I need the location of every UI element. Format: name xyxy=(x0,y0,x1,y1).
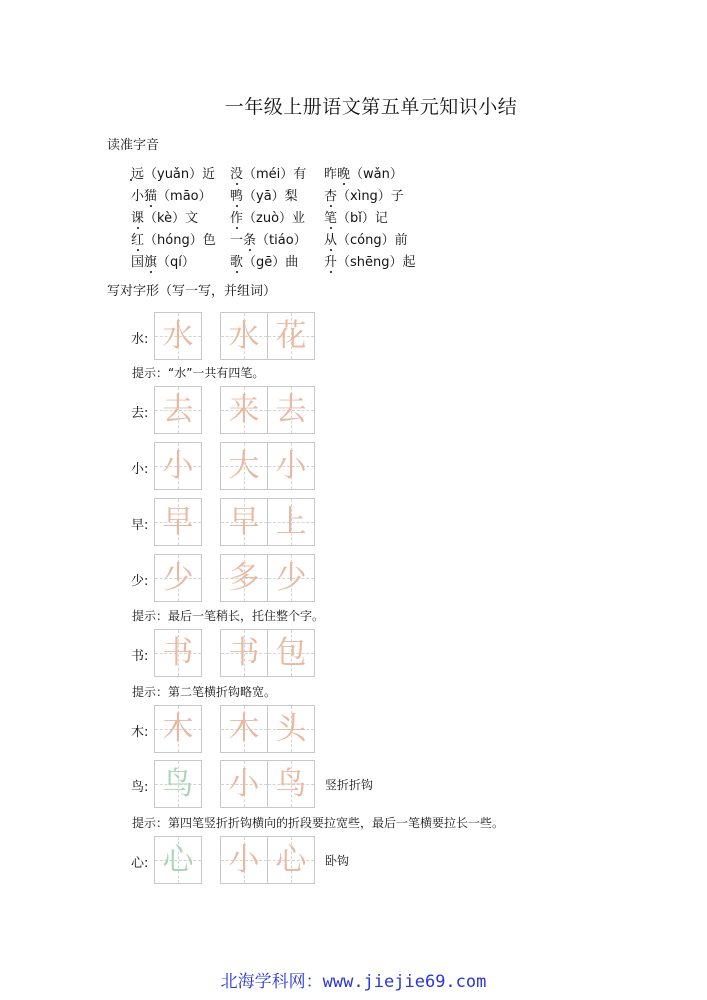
char-label: 木: xyxy=(131,725,149,740)
char-label: 心: xyxy=(131,856,149,871)
stroke-note: 卧钩 xyxy=(325,854,350,868)
writing-grid-box xyxy=(154,629,202,677)
word-glyph: 水 xyxy=(228,318,260,354)
tip-text: 提示：第四笔竖折折钩横向的折段要拉宽些，最后一笔横要拉长一些。 xyxy=(132,816,505,830)
word-glyph: 小 xyxy=(275,448,307,484)
trace-glyph: 早 xyxy=(162,504,194,540)
pinyin-item: 作（zuò）业 xyxy=(230,207,305,226)
trace-glyph: 去 xyxy=(162,392,194,428)
word-glyph: 鸟 xyxy=(275,766,307,802)
tip-text: 提示：第二笔横折钩略宽。 xyxy=(132,685,277,699)
pinyin-item: 歌（gē）曲 xyxy=(230,251,298,270)
pinyin-item: 杏（xìng）子 xyxy=(324,185,404,204)
trace-glyph: 书 xyxy=(162,635,194,671)
pinyin-item: 一条（tiáo） xyxy=(230,229,307,248)
writing-grid-box xyxy=(267,498,315,546)
char-label: 书: xyxy=(131,649,149,664)
word-glyph: 头 xyxy=(275,711,307,747)
word-glyph: 包 xyxy=(275,635,307,671)
trace-glyph: 木 xyxy=(162,711,194,747)
char-label: 早: xyxy=(131,518,149,533)
word-glyph: 心 xyxy=(275,842,307,878)
word-glyph: 来 xyxy=(228,392,260,428)
writing-grid-box xyxy=(154,705,202,753)
pinyin-item: 没（méi）有 xyxy=(230,163,306,182)
pinyin-item: 升（shēng）起 xyxy=(324,251,416,270)
pinyin-item: 昨晚（wǎn） xyxy=(324,163,403,182)
word-glyph: 上 xyxy=(275,504,307,540)
pinyin-item: 笔（bǐ）记 xyxy=(324,207,388,226)
char-label: 水: xyxy=(131,332,149,347)
writing-grid-box xyxy=(267,836,315,884)
pinyin-item: 红（hóng）色 xyxy=(131,229,216,248)
pinyin-item: 远（yuǎn）近 xyxy=(131,167,216,182)
trace-glyph: 少 xyxy=(162,560,194,596)
stroke-note: 竖折折钩 xyxy=(325,778,374,792)
trace-glyph: 心 xyxy=(162,842,194,878)
writing-grid-box xyxy=(154,442,202,490)
section-heading-pinyin: 读准字音 xyxy=(107,138,160,153)
writing-grid-box xyxy=(220,705,268,753)
trace-glyph: 小 xyxy=(162,448,194,484)
word-glyph: 花 xyxy=(275,318,307,354)
word-glyph: 去 xyxy=(275,392,307,428)
pinyin-item: 国旗（qí） xyxy=(131,251,195,270)
writing-grid-box xyxy=(267,312,315,360)
writing-grid-box xyxy=(154,312,202,360)
writing-grid-box xyxy=(154,554,202,602)
pinyin-item: 小猫（māo） xyxy=(131,185,212,204)
word-glyph: 早 xyxy=(228,504,260,540)
writing-grid-box xyxy=(154,760,202,808)
writing-grid-box xyxy=(220,442,268,490)
trace-glyph: 水 xyxy=(162,318,194,354)
writing-grid-box xyxy=(154,386,202,434)
writing-grid-box xyxy=(220,836,268,884)
writing-grid-box xyxy=(267,760,315,808)
writing-grid-box xyxy=(220,629,268,677)
writing-grid-box xyxy=(220,386,268,434)
word-glyph: 木 xyxy=(228,711,260,747)
word-glyph: 多 xyxy=(228,560,260,596)
writing-grid-box xyxy=(267,705,315,753)
char-label: 少: xyxy=(131,574,149,589)
word-glyph: 小 xyxy=(228,842,260,878)
char-label: 去: xyxy=(131,406,149,421)
word-glyph: 大 xyxy=(228,448,260,484)
writing-grid-box xyxy=(154,498,202,546)
pinyin-item: 从（cóng）前 xyxy=(324,229,408,248)
writing-grid-box xyxy=(220,498,268,546)
section-heading-writing: 写对字形（写一写，并组词） xyxy=(107,284,277,299)
writing-grid-box xyxy=(220,312,268,360)
tip-text: 提示：最后一笔稍长，托住整个字。 xyxy=(132,609,325,623)
char-label: 小: xyxy=(131,462,149,477)
tip-text: 提示：“水”一共有四笔。 xyxy=(132,366,265,380)
trace-glyph: 鸟 xyxy=(162,766,194,802)
writing-grid-box xyxy=(154,836,202,884)
writing-grid-box xyxy=(220,554,268,602)
writing-grid-box xyxy=(267,386,315,434)
writing-grid-box xyxy=(267,554,315,602)
writing-grid-box xyxy=(267,442,315,490)
writing-grid-box xyxy=(267,629,315,677)
page-title: 一年级上册语文第五单元知识小结 xyxy=(224,96,518,118)
word-glyph: 小 xyxy=(228,766,260,802)
footer-watermark: 北海学科网：www.jiejie69.com xyxy=(220,972,487,992)
pinyin-item: 课（kè）文 xyxy=(131,207,198,226)
word-glyph: 少 xyxy=(275,560,307,596)
word-glyph: 书 xyxy=(228,635,260,671)
char-label: 鸟: xyxy=(131,780,149,795)
pinyin-item: 鸭（yā）梨 xyxy=(230,185,298,204)
writing-grid-box xyxy=(220,760,268,808)
